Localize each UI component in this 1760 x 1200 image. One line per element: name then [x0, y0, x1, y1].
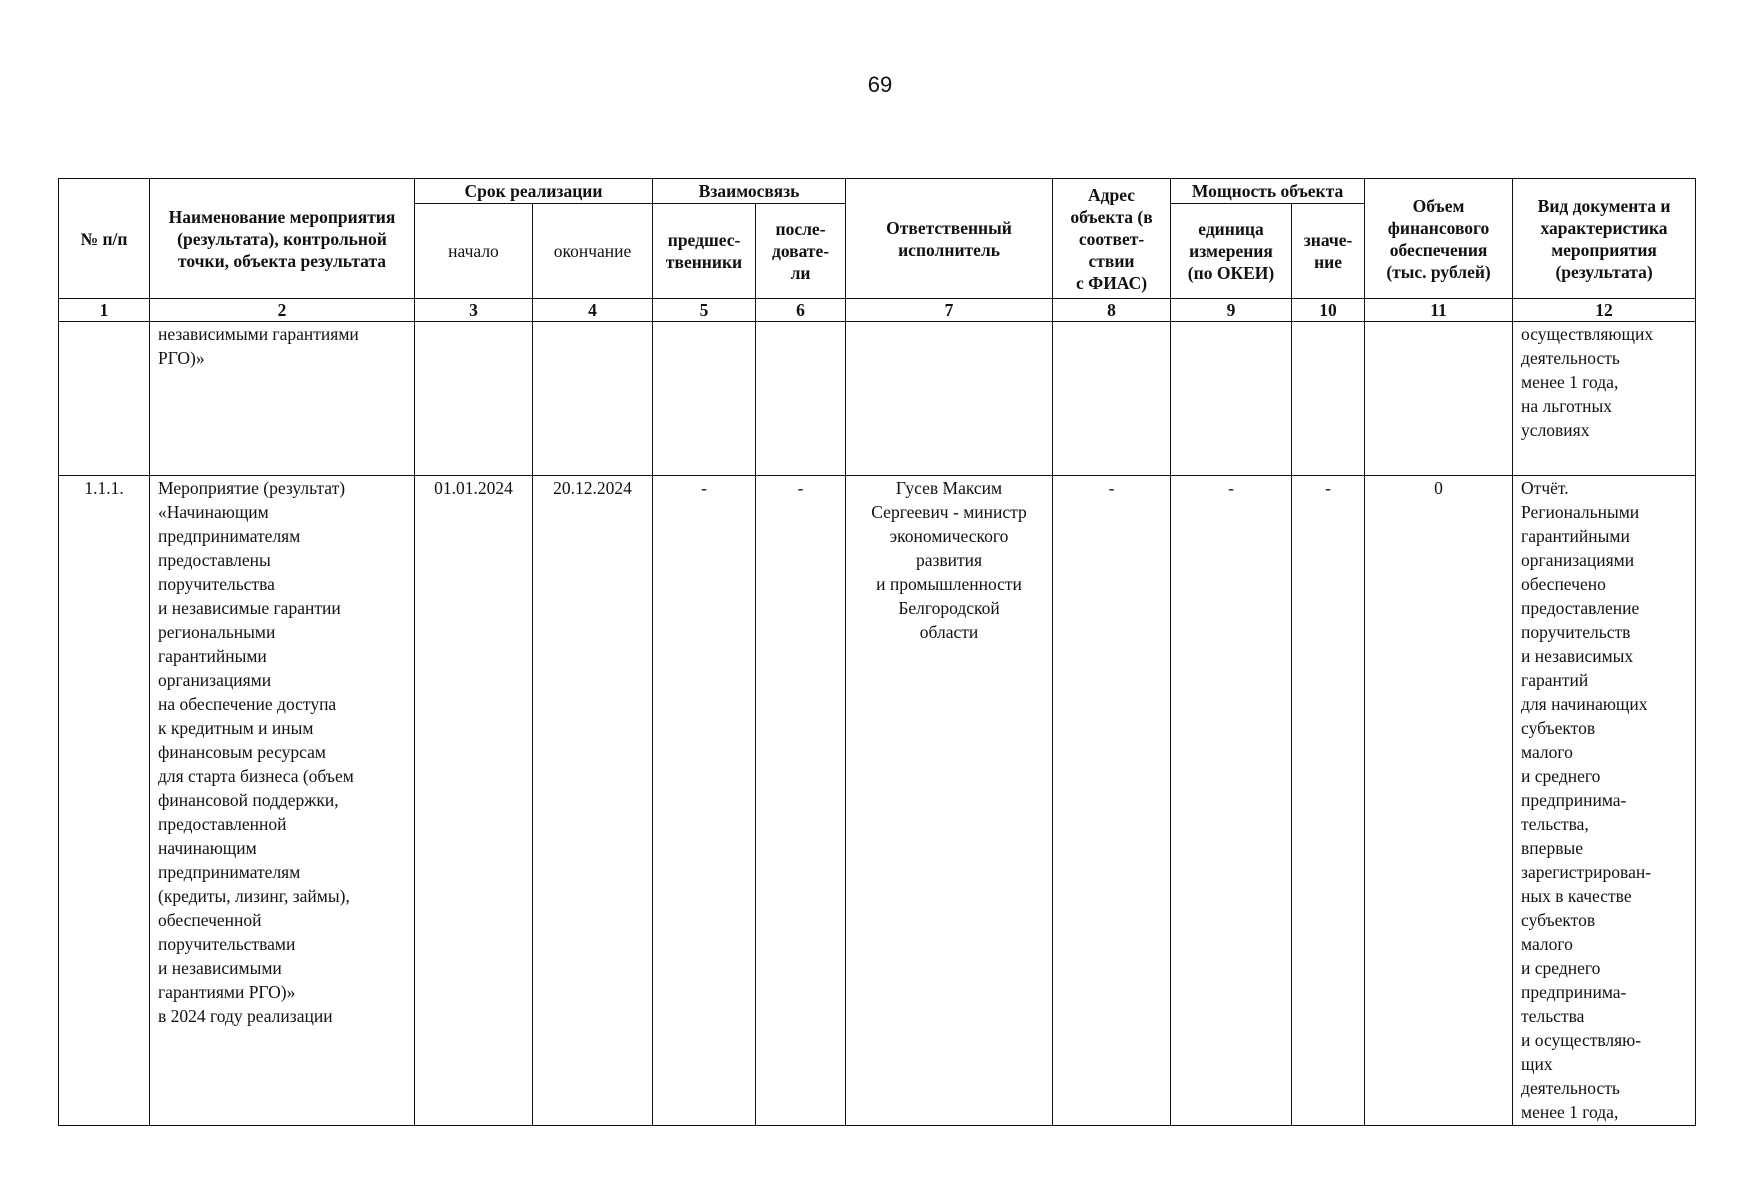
cell-start: 01.01.2024: [415, 476, 533, 1126]
header-address: Адрес объекта (в соответ- ствии с ФИАС): [1053, 179, 1171, 299]
cell-unit: -: [1171, 476, 1292, 1126]
cell-volume: [1365, 322, 1513, 476]
header-group-moshn: Мощность объекта: [1171, 179, 1365, 204]
header-group-srok: Срок реализации: [415, 179, 653, 204]
header-responsible: Ответственный исполнитель: [846, 179, 1053, 299]
header-post: после- довате- ли: [756, 204, 846, 299]
cell-volume: 0: [1365, 476, 1513, 1126]
column-number: 8: [1053, 299, 1171, 322]
cell-responsible: [846, 322, 1053, 476]
header-end: окончание: [533, 204, 653, 299]
cell-name: Мероприятие (результат) «Начинающим предпринимателям предоставлены поручительства и независимые гарантии региональными гарантийными организациями на обеспечение доступа к кредитным и иным финансовым ресурсам для старта бизнеса (объем финансовой поддержки, предоставленной начинающим предпринимателям (кредиты, лизинг, займы), обеспеченной поручительствами и независимыми гарантиями РГО)» в 2024 году реализации: [150, 476, 415, 1126]
cell-address: [1053, 322, 1171, 476]
header-pred: предшес- твенники: [653, 204, 756, 299]
header-value: значе- ние: [1292, 204, 1365, 299]
cell-name: независимыми гарантиями РГО)»: [150, 322, 415, 476]
cell-num: 1.1.1.: [59, 476, 150, 1126]
plan-table: [58, 178, 1696, 1126]
header-volume: Объем финансового обеспечения (тыс. рублей): [1365, 179, 1513, 299]
column-number: 1: [59, 299, 150, 322]
header-unit: единица измерения (по ОКЕИ): [1171, 204, 1292, 299]
cell-doc: Отчёт. Региональными гарантийными организациями обеспечено предоставление поручительств и независимых гарантий для начинающих субъектов малого и среднего предпринима- тельства, впервые зарегистрирован- ных в качестве субъектов малого и среднего предпринима- тельства и осуществляю- щих деятельность менее 1 года,: [1513, 476, 1696, 1126]
column-number: 4: [533, 299, 653, 322]
column-number: 11: [1365, 299, 1513, 322]
cell-end: [533, 322, 653, 476]
cell-post: -: [756, 476, 846, 1126]
cell-pred: [653, 322, 756, 476]
column-number: 9: [1171, 299, 1292, 322]
cell-responsible: Гусев Максим Сергеевич - министр экономического развития и промышленности Белгородской области: [846, 476, 1053, 1126]
column-number: 2: [150, 299, 415, 322]
header-start: начало: [415, 204, 533, 299]
cell-value: -: [1292, 476, 1365, 1126]
cell-address: -: [1053, 476, 1171, 1126]
column-number: 6: [756, 299, 846, 322]
cell-start: [415, 322, 533, 476]
header-name: Наименование мероприятия (результата), контрольной точки, объекта результата: [150, 179, 415, 299]
page-number: 69: [867, 72, 893, 97]
cell-pred: -: [653, 476, 756, 1126]
cell-num: [59, 322, 150, 476]
header-num: № п/п: [59, 179, 150, 299]
cell-post: [756, 322, 846, 476]
column-number: 10: [1292, 299, 1365, 322]
cell-value: [1292, 322, 1365, 476]
header-doc: Вид документа и характеристика мероприятия (результата): [1513, 179, 1696, 299]
table-row: [59, 476, 1696, 1126]
cell-doc: осуществляющих деятельность менее 1 года, на льготных условиях: [1513, 322, 1696, 476]
header-group-vzaim: Взаимосвязь: [653, 179, 846, 204]
column-number: 7: [846, 299, 1053, 322]
column-number: 12: [1513, 299, 1696, 322]
column-number: 5: [653, 299, 756, 322]
table-row: [59, 322, 1696, 476]
column-number: 3: [415, 299, 533, 322]
cell-unit: [1171, 322, 1292, 476]
cell-end: 20.12.2024: [533, 476, 653, 1126]
